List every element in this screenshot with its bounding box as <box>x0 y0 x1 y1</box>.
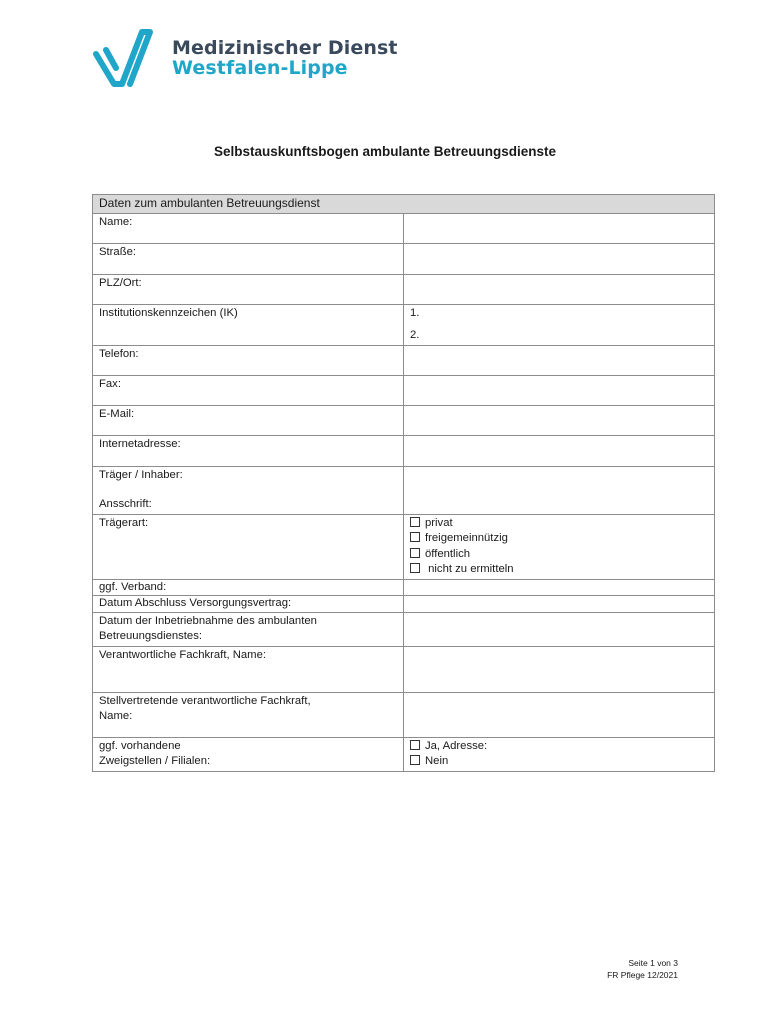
field-datum-inbetrieb[interactable] <box>404 612 715 646</box>
table-row <box>93 646 715 692</box>
label-ik: Institutionskennzeichen (IK) <box>93 304 404 345</box>
option-label: Ja, Adresse: <box>425 739 488 752</box>
field-ik[interactable] <box>404 304 715 345</box>
label-zweigstellen: ggf. vorhandene <box>99 739 181 752</box>
page-number: Seite 1 von 3 <box>628 958 678 968</box>
label-name: Name: <box>93 213 404 243</box>
table-row <box>93 692 715 737</box>
label-fachkraft: Verantwortliche Fachkraft, Name: <box>93 646 404 692</box>
option-freigemeinnuetzig[interactable] <box>410 531 708 547</box>
table-row <box>93 579 715 596</box>
label-datum-inbetrieb: Datum der Inbetriebnahme des ambulanten <box>99 614 317 627</box>
field-plz[interactable] <box>404 274 715 304</box>
label-zweigstellen-2: Zweigstellen / Filialen: <box>99 755 211 767</box>
label-fax: Fax: <box>93 375 404 405</box>
label-datum-inbetrieb-2: Betreuungsdienstes: <box>99 630 202 642</box>
label-plz: PLZ/Ort: <box>93 274 404 304</box>
checkbox-icon[interactable] <box>410 563 420 573</box>
table-row <box>93 612 715 646</box>
option-label: freigemeinnützig <box>425 532 508 544</box>
option-nicht-ermitteln[interactable] <box>410 562 708 578</box>
label-traeger: Träger / Inhaber: <box>99 468 183 481</box>
logo-line-1: Medizinischer Dienst <box>172 37 398 60</box>
form-code: FR Pflege 12/2021 <box>607 970 678 980</box>
field-stellv[interactable] <box>404 692 715 737</box>
field-traeger[interactable] <box>404 466 715 514</box>
label-email: E-Mail: <box>93 405 404 435</box>
checkbox-icon[interactable] <box>410 755 420 765</box>
page-footer <box>607 957 678 981</box>
field-fax[interactable] <box>404 375 715 405</box>
table-row <box>93 375 715 405</box>
table-row <box>93 737 715 771</box>
option-oeffentlich[interactable] <box>410 547 708 563</box>
table-row <box>93 345 715 375</box>
option-label: öffentlich <box>425 547 471 560</box>
option-label: Nein <box>425 755 449 767</box>
field-internet[interactable] <box>404 435 715 466</box>
label-traegerart: Trägerart: <box>93 514 404 579</box>
logo <box>92 26 398 92</box>
ik-1: 1. <box>410 306 420 319</box>
field-telefon[interactable] <box>404 345 715 375</box>
document-title: Selbstauskunftsbogen ambulante Betreuungsdienste <box>213 144 557 159</box>
label-anschrift: Ansschrift: <box>99 498 152 510</box>
field-fachkraft[interactable] <box>404 646 715 692</box>
table-row <box>93 514 715 579</box>
checkbox-icon[interactable] <box>410 517 420 527</box>
option-ja[interactable] <box>410 739 708 755</box>
check-logo-icon <box>92 26 164 92</box>
checkbox-icon[interactable] <box>410 532 420 542</box>
logo-line-2: Westfalen-Lippe <box>172 57 348 79</box>
field-strasse[interactable] <box>404 243 715 274</box>
label-datum-vertrag: Datum Abschluss Versorgungsvertrag: <box>93 596 404 613</box>
service-data-table <box>92 194 715 772</box>
label-stellv-2: Name: <box>99 710 133 722</box>
option-label: privat <box>425 516 453 529</box>
label-telefon: Telefon: <box>93 345 404 375</box>
table-row <box>93 213 715 243</box>
table-row <box>93 435 715 466</box>
table-row <box>93 466 715 514</box>
table-row <box>93 274 715 304</box>
option-label: nicht zu ermitteln <box>425 563 514 575</box>
ik-2: 2. <box>410 329 420 341</box>
checkbox-icon[interactable] <box>410 740 420 750</box>
label-strasse: Straße: <box>93 243 404 274</box>
field-name[interactable] <box>404 213 715 243</box>
label-stellv: Stellvertretende verantwortliche Fachkraft, <box>99 694 311 707</box>
table-heading: Daten zum ambulanten Betreuungsdienst <box>93 195 715 214</box>
field-email[interactable] <box>404 405 715 435</box>
label-verband: ggf. Verband: <box>93 579 404 596</box>
field-datum-vertrag[interactable] <box>404 596 715 613</box>
table-row <box>93 304 715 345</box>
option-privat[interactable] <box>410 516 708 532</box>
checkbox-icon[interactable] <box>410 548 420 558</box>
table-row <box>93 405 715 435</box>
label-internet: Internetadresse: <box>93 435 404 466</box>
table-row <box>93 596 715 613</box>
option-nein[interactable] <box>410 754 708 770</box>
field-verband[interactable] <box>404 579 715 596</box>
table-row <box>93 243 715 274</box>
